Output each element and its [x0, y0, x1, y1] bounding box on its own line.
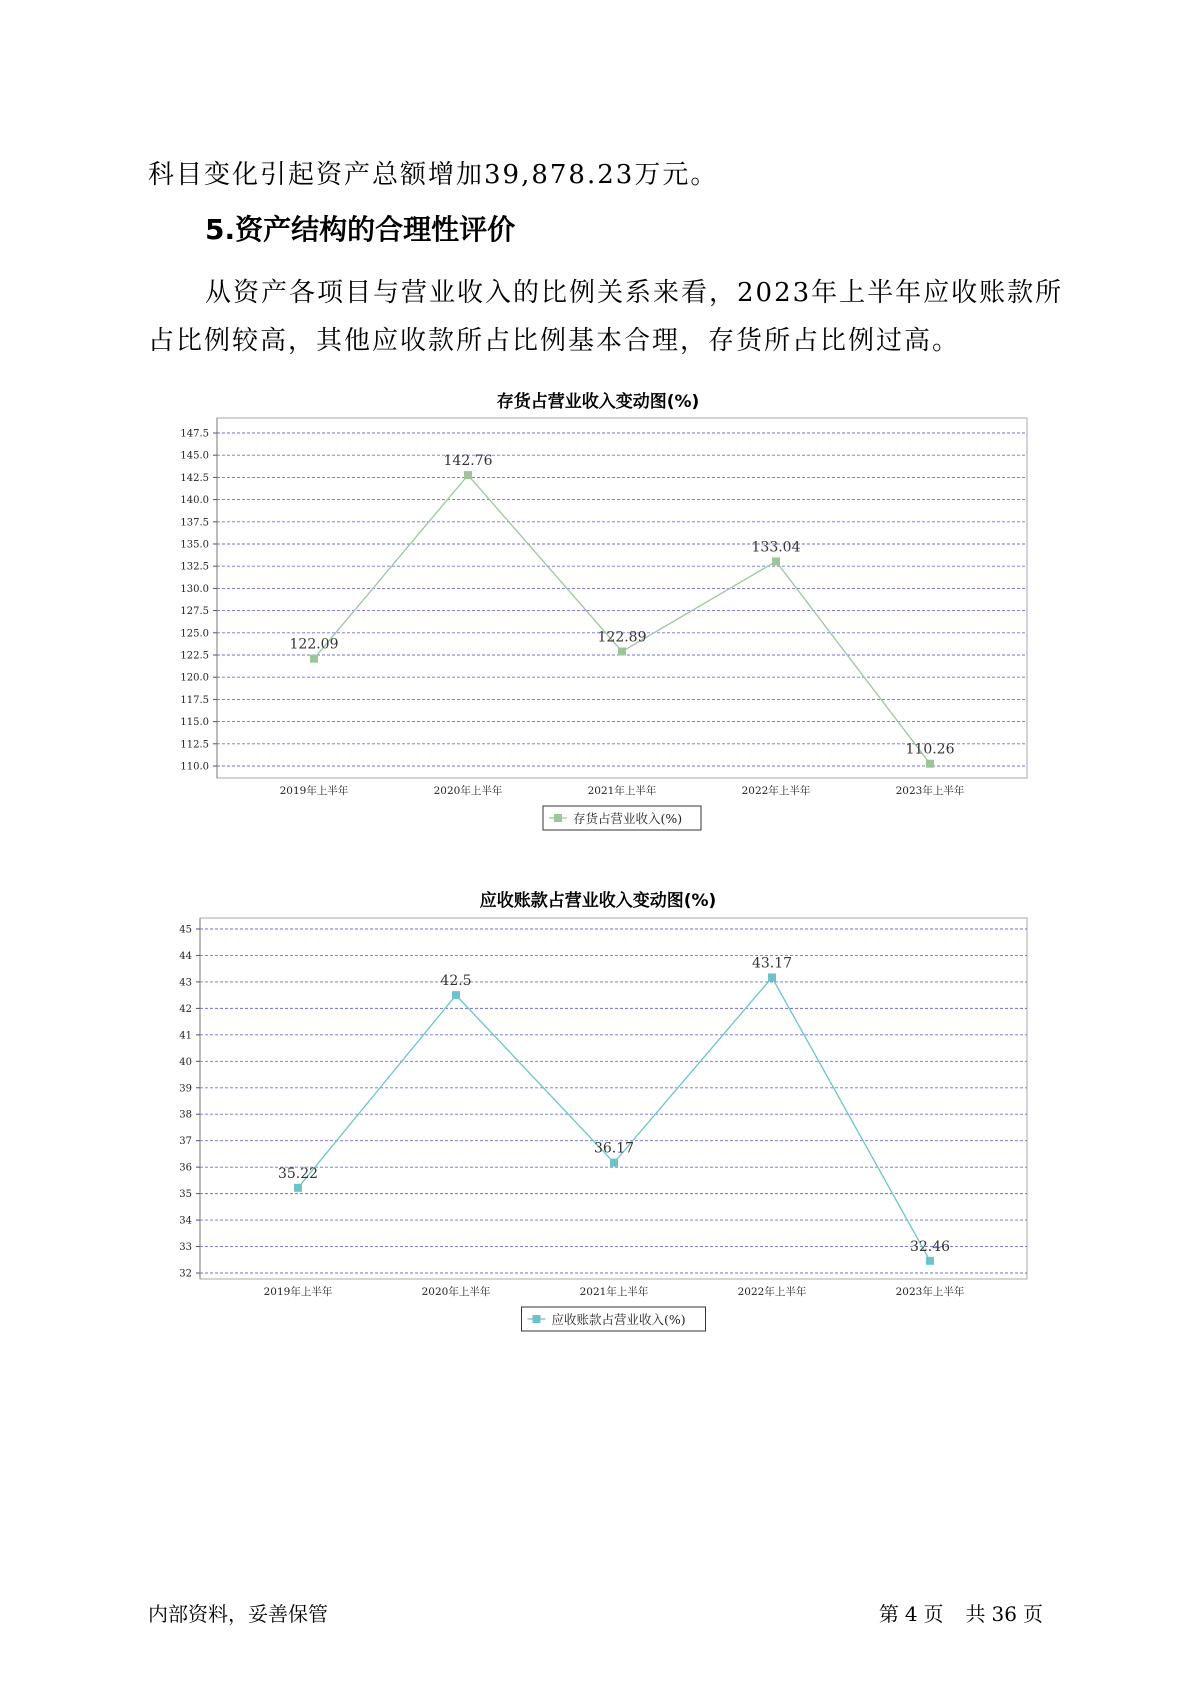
legend-label: 应收账款占营业收入(%): [551, 1312, 686, 1327]
x-tick-label: 2021年上半年: [579, 1286, 649, 1298]
y-tick-label: 125.0: [180, 628, 209, 640]
plot-area: [217, 418, 1027, 778]
y-tick-label: 117.5: [180, 694, 209, 706]
y-tick-label: 42: [179, 1003, 192, 1015]
data-point: [618, 648, 626, 656]
y-tick-label: 40: [179, 1056, 192, 1068]
y-tick-label: 142.5: [180, 472, 209, 484]
page-prefix: 第: [878, 1602, 899, 1626]
y-tick-label: 44: [179, 950, 192, 962]
y-tick-label: 33: [179, 1242, 192, 1254]
y-tick-label: 115.0: [180, 717, 209, 729]
data-point: [452, 991, 460, 999]
section-heading: 5.资产结构的合理性评价: [205, 213, 516, 246]
data-label: 142.76: [443, 453, 493, 470]
y-tick-label: 135.0: [180, 539, 209, 551]
x-tick-label: 2022年上半年: [737, 1286, 807, 1298]
data-label: 122.89: [597, 629, 647, 646]
y-tick-label: 132.5: [180, 561, 209, 573]
total-unit: 页: [1023, 1602, 1043, 1626]
y-tick-label: 140.0: [180, 495, 209, 507]
y-tick-label: 41: [179, 1030, 192, 1042]
y-tick-label: 110.0: [180, 761, 209, 773]
page-number: 4: [904, 1602, 918, 1626]
y-tick-label: 112.5: [180, 739, 209, 751]
x-tick-label: 2023年上半年: [895, 1286, 965, 1298]
chart-title: 应收账款占营业收入变动图(%): [479, 891, 717, 911]
x-tick-label: 2023年上半年: [895, 785, 965, 797]
y-tick-label: 34: [179, 1215, 192, 1227]
data-label: 42.5: [440, 973, 472, 990]
x-tick-label: 2020年上半年: [421, 1286, 491, 1298]
data-point: [310, 655, 318, 663]
y-tick-label: 38: [179, 1109, 192, 1121]
y-tick-label: 45: [179, 924, 192, 936]
plot-area: [200, 918, 1027, 1279]
data-label: 36.17: [593, 1140, 635, 1157]
paragraph-line: 科目变化引起资产总额增加39,878.23万元。: [148, 160, 719, 190]
legend-marker: [554, 814, 562, 822]
x-tick-label: 2021年上半年: [587, 785, 657, 797]
y-tick-label: 122.5: [180, 650, 209, 662]
data-label: 43.17: [751, 955, 793, 972]
x-tick-label: 2020年上半年: [433, 785, 503, 797]
page-unit: 页: [923, 1602, 944, 1626]
legend-label: 存货占营业收入(%): [573, 811, 683, 826]
y-tick-label: 35: [179, 1189, 192, 1201]
total-pages: 36: [991, 1602, 1017, 1626]
y-tick-label: 127.5: [180, 606, 209, 618]
data-label: 133.04: [751, 539, 801, 556]
y-tick-label: 130.0: [180, 583, 209, 595]
y-tick-label: 32: [179, 1268, 192, 1280]
y-tick-label: 120.0: [180, 672, 209, 684]
data-point: [610, 1159, 618, 1167]
legend-marker: [533, 1315, 541, 1323]
data-point: [768, 973, 776, 981]
y-tick-label: 39: [179, 1083, 192, 1095]
y-tick-label: 145.0: [180, 450, 209, 462]
data-label: 35.22: [277, 1165, 319, 1182]
data-label: 32.46: [909, 1238, 951, 1255]
y-tick-label: 137.5: [180, 517, 209, 529]
page-indicator: [873, 1598, 1043, 1627]
x-tick-label: 2019年上半年: [279, 785, 349, 797]
x-tick-label: 2022年上半年: [741, 785, 811, 797]
paragraph-line: 从资产各项目与营业收入的比例关系来看，2023年上半年应收账款所: [205, 278, 1064, 308]
y-tick-label: 43: [179, 977, 192, 989]
inventory-ratio-chart: [0, 405, 1191, 865]
data-label: 110.26: [905, 741, 955, 758]
x-tick-label: 2019年上半年: [263, 1286, 333, 1298]
chart-title: 存货占营业收入变动图(%): [496, 392, 700, 412]
data-point: [464, 471, 472, 479]
data-point: [294, 1184, 302, 1192]
y-tick-label: 37: [179, 1136, 192, 1148]
total-prefix: 共: [965, 1602, 986, 1626]
data-label: 122.09: [289, 636, 339, 653]
y-tick-label: 147.5: [180, 428, 209, 440]
data-point: [772, 557, 780, 565]
footer-note: 内部资料，妥善保管: [148, 1602, 328, 1626]
paragraph-line: 占比例较高，其他应收款所占比例基本合理，存货所占比例过高。: [148, 326, 961, 356]
data-point: [926, 1257, 934, 1265]
receivables-ratio-chart: [0, 905, 1191, 1335]
y-tick-label: 36: [179, 1162, 192, 1174]
data-point: [926, 760, 934, 768]
